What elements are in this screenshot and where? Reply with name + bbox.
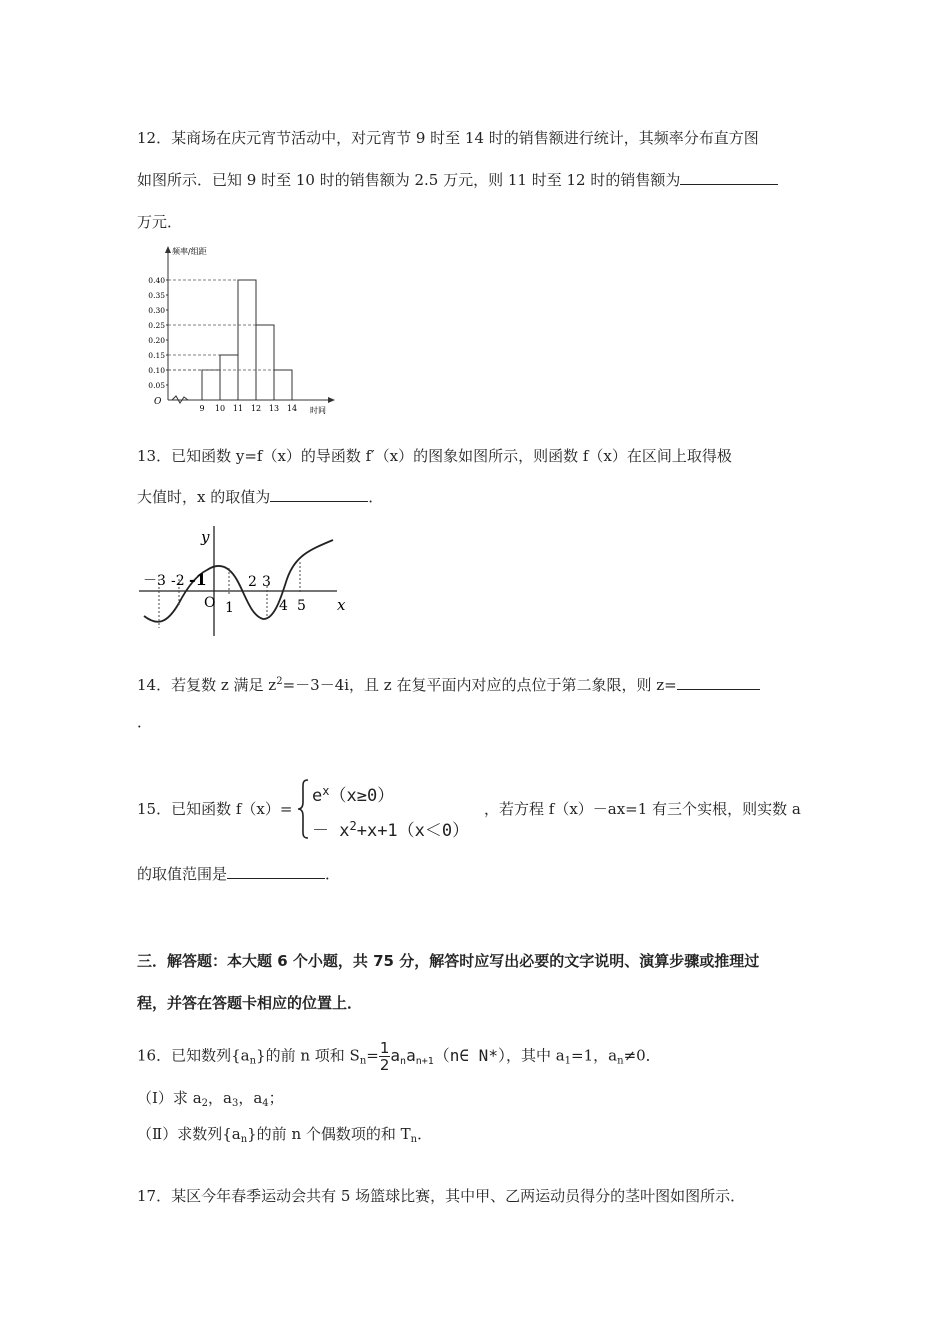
section3-line1: 三．解答题：本大题 6 个小题，共 75 分，解答时应写出必要的文字说明、演算步骤或推理过 [137,952,760,970]
label-2: 2 [248,574,257,590]
section3-line2: 程，并答在答题卡相应的位置上． [137,994,363,1012]
q15-piece2 [312,816,469,841]
q16-t5-sub: n [617,1055,624,1067]
q16-part2-s2: n [410,1134,418,1145]
q15-piece2-b: +x+1（x＜0） [356,821,470,841]
q16-fraction [379,1040,391,1073]
q16-part2 [137,1124,432,1150]
q16-t3: = [366,1046,379,1065]
y-tick-label: 0.40 [148,276,165,285]
q16-part2-b: }的前 n 个偶数项的和 T [247,1125,411,1143]
origin-label: O [204,595,216,611]
q15-line2-end: ． [325,865,341,883]
origin-label: O [154,397,162,407]
q15-piece1-exp: x [322,784,330,798]
q15-piece2-a: － x [312,821,350,841]
q12-line2 [137,170,778,190]
q16-formula-sub1: n [400,1055,407,1067]
q16-formula [390,1046,506,1065]
piecewise-brace [296,778,310,840]
q12-answer-blank [680,170,778,185]
q16-line1 [137,1039,661,1074]
x-tick-label: 9 [199,404,205,413]
q16-part1-c: ，a [238,1089,263,1107]
q14-line2: ． [137,713,153,731]
label-m2: -2 [171,573,185,589]
q14-text-a: 14．若复数 z 满足 z [137,676,277,694]
label-m1: -1 [189,570,207,589]
histogram-bar [274,370,292,400]
label-4: 4 [279,598,288,614]
q15-piece2-exp: 2 [349,819,357,833]
q16-frac-num: 1 [379,1039,390,1057]
q13-line1: 13．已知函数 y=f（x）的导函数 f′（x）的图象如图所示，则函数 f（x）在区间上取得极 [137,447,732,465]
q16-part2-a: （Ⅱ）求数列{a [137,1125,241,1143]
q16-t4-sub: 1 [564,1055,572,1067]
x-axis-arrow [328,397,335,403]
y-axis-label: y [201,528,210,546]
q14-text-b: =－3－4i，且 z 在复平面内对应的点位于第二象限，则 z= [282,676,677,694]
y-tick-label: 0.10 [148,366,165,375]
y-tick-label: 0.35 [148,291,165,300]
q16-frac-den: 2 [379,1056,390,1074]
q16-formula-a1: a [390,1045,401,1065]
q13-line2-end: ． [368,488,384,506]
x-tick-label: 10 [214,404,226,413]
histogram-bar [256,325,274,400]
q12-line1: 12．某商场在庆元宵节活动中，对元宵节 9 时至 14 时的销售额进行统计，其频率分布直方图 [137,129,759,147]
q13-line2-text: 大值时，x 的取值为 [137,488,271,506]
y-tick-label: 0.25 [148,321,165,330]
q16-part1 [137,1088,284,1114]
q12-line2-text: 如图所示．已知 9 时至 10 时的销售额为 2.5 万元，则 11 时至 12 时的销售额为 [137,171,681,189]
label-m3: －3 [143,573,166,589]
q12-line3: 万元． [137,213,183,231]
q16-part1-d: ； [268,1089,284,1107]
q14-sup: 2 [276,676,283,687]
label-3: 3 [262,574,271,590]
y-tick-label: 0.15 [148,351,165,360]
y-tick-label: 0.30 [148,306,165,315]
y-tick-label: 0.05 [148,381,165,390]
q15-prefix: 15．已知函数 f（x）= [137,800,293,818]
x-tick-label: 11 [232,404,244,413]
q15-line2-text: 的取值范围是 [137,865,228,883]
frequency-histogram [140,242,340,418]
q17-line1: 17．某区今年春季运动会共有 5 场篮球比赛，其中甲、乙两运动员得分的茎叶图如图所示． [137,1187,746,1205]
y-tick-label: 0.20 [148,336,165,345]
q15-line2 [137,864,340,884]
q16-t6: ≠0． [623,1046,661,1065]
q16-formula-a2: a [406,1045,416,1065]
q16-t1: 16．已知数列{a [137,1046,250,1065]
q16-t2-sub: n [359,1055,367,1067]
histogram-bar [220,355,238,400]
y-axis-title: 频率/组距 [172,247,207,256]
derivative-graph [137,524,357,640]
q13-answer-blank [270,487,368,502]
x-axis-title: 时间 [310,406,326,415]
q16-formula-cond: （n∈ N*） [433,1045,506,1065]
y-axis-arrow [165,246,171,253]
q15-piece1-base: e [312,786,323,806]
q16-t1-sub: n [249,1055,257,1067]
q16-part1-s4: 4 [262,1098,269,1109]
q16-part1-b: ，a [208,1089,232,1107]
q16-t4: ，其中 a [505,1046,565,1065]
label-1: 1 [225,600,234,616]
q16-t5: =1，a [571,1046,618,1065]
x-tick-label: 13 [268,404,280,413]
q13-line2 [137,487,383,507]
q15-suffix: ，若方程 f（x）－ax=1 有三个实根，则实数 a [484,800,801,818]
q15-piece1-cond: （x≥0） [329,786,395,806]
q14-answer-blank [677,675,760,690]
label-5: 5 [297,598,306,614]
q15-answer-blank [227,864,325,879]
x-tick-label: 14 [286,404,298,413]
histogram-bar [202,370,220,400]
q15-piece1 [312,781,394,806]
x-tick-label: 12 [250,404,262,413]
q16-formula-sub2: n+1 [415,1055,434,1067]
q16-part1-a: （Ⅰ）求 a [137,1089,202,1107]
x-axis-label: x [337,596,346,614]
histogram-bar [238,280,256,400]
q16-part2-s: n [240,1134,248,1145]
q16-part1-s2: 2 [201,1098,209,1109]
q14-line1 [137,672,760,695]
q16-part1-s3: 3 [231,1098,239,1109]
q16-t2: }的前 n 项和 S [256,1046,360,1065]
q16-part2-c: ． [417,1125,433,1143]
